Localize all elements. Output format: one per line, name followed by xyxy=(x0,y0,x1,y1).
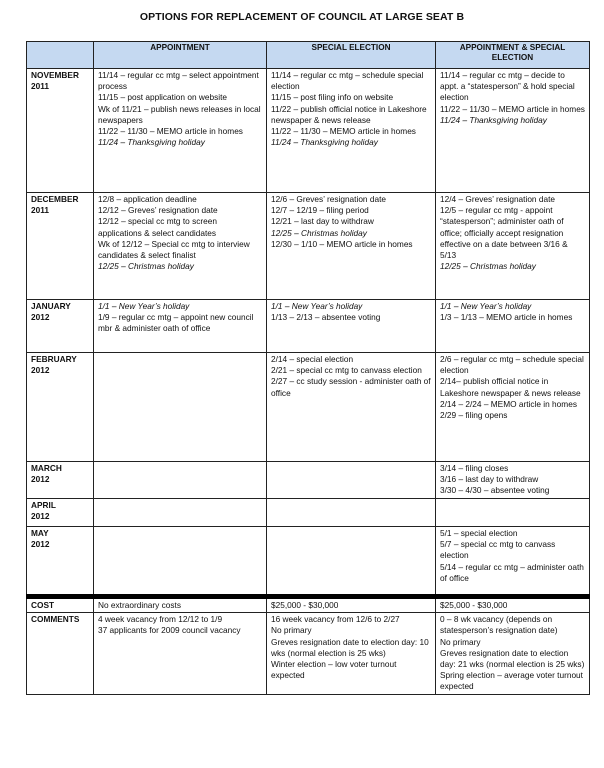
cell-entry: 11/24 – Thanksgiving holiday xyxy=(271,137,378,148)
cell-entry: 12/6 – Greves’ resignation date xyxy=(271,194,386,204)
cell-appointment xyxy=(94,527,267,597)
cell-entry: 16 week vacancy from 12/6 to 2/27 xyxy=(271,614,400,625)
table-row xyxy=(27,300,590,353)
cell-entry: 11/14 – regular cc mtg – schedule special election xyxy=(271,70,424,92)
options-table xyxy=(26,41,590,695)
cell-entry: 4 week vacancy from 12/12 to 1/9 xyxy=(98,614,223,625)
row-label xyxy=(27,499,94,527)
cell-entry: 0 – 8 wk vacancy (depends on statesperson’s resignation date) xyxy=(440,614,558,636)
cost-label: COST xyxy=(27,597,94,613)
header-corner-cell xyxy=(27,42,94,69)
cell-entry: MARCH xyxy=(31,463,62,473)
cell-appointment-and-special-election xyxy=(436,499,590,527)
cell-entry: 12/21 – last day to withdraw xyxy=(271,216,374,227)
cell-entry: 2011 xyxy=(31,205,49,216)
cell-appointment-and-special-election xyxy=(436,69,590,193)
cell-appointment xyxy=(94,353,267,462)
row-label xyxy=(27,193,94,300)
cell-entry: 11/22 – publish official notice in Lakeshore newspaper & news release xyxy=(271,103,427,125)
cell-entry: 11/22 – 11/30 – MEMO article in homes xyxy=(440,103,585,114)
cost-special-election: $25,000 - $30,000 xyxy=(267,597,436,613)
table-row xyxy=(27,69,590,193)
cell-entry: MAY xyxy=(31,528,49,538)
cell-entry: Wk of 11/21 – publish news releases in local newspapers xyxy=(98,103,261,125)
cell-entry: 12/4 – Greves’ resignation date xyxy=(440,194,555,204)
cell-entry: 11/24 – Thanksgiving holiday xyxy=(440,114,547,125)
cell-entry: 12/5 – regular cc mtg - appoint “statesperson”; administer oath of office; officially accept resignation effective on a date between 3/16 & 5/13 xyxy=(440,205,568,261)
cell-entry: 2/14 – special election xyxy=(271,354,354,364)
cell-appointment-and-special-election xyxy=(436,353,590,462)
cost-appointment: No extraordinary costs xyxy=(94,597,267,613)
cell-entry: 2012 xyxy=(31,365,50,376)
cell-entry: 12/25 – Christmas holiday xyxy=(271,227,367,238)
table-row xyxy=(27,527,590,597)
cell-entry: 2/14 – 2/24 – MEMO article in homes xyxy=(440,398,577,409)
cell-entry: 1/1 – New Year’s holiday xyxy=(98,301,190,311)
cell-entry: NOVEMBER xyxy=(31,70,79,80)
comments-appointment xyxy=(94,613,267,694)
cell-appointment-and-special-election xyxy=(436,527,590,597)
cell-appointment xyxy=(94,193,267,300)
cell-appointment xyxy=(94,69,267,193)
cell-entry: Greves resignation date to election day: 21 wks (normal election is 25 wks) xyxy=(440,647,585,670)
row-label xyxy=(27,69,94,193)
cell-appointment xyxy=(94,300,267,353)
table-row xyxy=(27,462,590,499)
cost-appointment-and-special-election: $25,000 - $30,000 xyxy=(436,597,590,613)
comments-label: COMMENTS xyxy=(27,613,94,694)
cell-entry: 2/21 – special cc mtg to canvass election xyxy=(271,365,422,376)
cell-entry: 2012 xyxy=(31,312,50,323)
row-label xyxy=(27,353,94,462)
table-row xyxy=(27,193,590,300)
cell-special-election xyxy=(267,462,436,499)
cell-entry: 1/1 – New Year’s holiday xyxy=(271,301,363,311)
cell-special-election xyxy=(267,69,436,193)
cell-entry: 37 applicants for 2009 council vacancy xyxy=(98,625,241,636)
cell-special-election xyxy=(267,499,436,527)
comments-special-election xyxy=(267,613,436,694)
cell-entry: FEBRUARY xyxy=(31,354,77,364)
cell-entry: 5/14 – regular cc mtg – administer oath of office xyxy=(440,561,584,583)
comments-appointment-and-special-election xyxy=(436,613,590,694)
cell-entry: 11/15 – post filing info on website xyxy=(271,92,394,103)
cell-appointment-and-special-election xyxy=(436,462,590,499)
row-label xyxy=(27,462,94,499)
cell-entry: 2/29 – filing opens xyxy=(440,410,508,421)
cell-appointment-and-special-election xyxy=(436,300,590,353)
cell-entry: 5/1 – special election xyxy=(440,528,518,538)
header-special-election: SPECIAL ELECTION xyxy=(267,42,436,69)
cell-entry: 12/12 – Greves’ resignation date xyxy=(98,205,218,216)
cell-entry: 11/22 – 11/30 – MEMO article in homes xyxy=(271,126,416,137)
table-row xyxy=(27,499,590,527)
cell-entry: Greves resignation date to election day: 10 wks (normal election is 25 wks) xyxy=(271,636,429,658)
cell-entry: 3/16 – last day to withdraw xyxy=(440,474,539,485)
cell-entry: 2/14– publish official notice in Lakeshore newspaper & news release xyxy=(440,376,581,398)
cell-entry: 2/6 – regular cc mtg – schedule special election xyxy=(440,354,584,376)
cost-row xyxy=(27,597,590,613)
cell-appointment-and-special-election xyxy=(436,193,590,300)
cell-entry: 3/30 – 4/30 – absentee voting xyxy=(440,485,550,496)
cell-entry: 2012 xyxy=(31,511,50,522)
cell-entry: 11/22 – 11/30 – MEMO article in homes xyxy=(98,126,243,137)
cell-entry: JANUARY xyxy=(31,301,71,311)
row-label xyxy=(27,300,94,353)
cell-entry: 12/7 – 12/19 – filing period xyxy=(271,205,369,216)
cell-entry: 3/14 – filing closes xyxy=(440,463,509,473)
cell-entry: 2011 xyxy=(31,81,49,92)
header-appointment: APPOINTMENT xyxy=(94,42,267,69)
cell-entry: 12/30 – 1/10 – MEMO article in homes xyxy=(271,238,413,249)
cell-entry: No primary xyxy=(440,636,481,647)
cell-entry: 5/7 – special cc mtg to canvass election xyxy=(440,539,556,561)
cell-entry: Spring election – average voter turnout expected xyxy=(440,670,583,692)
cell-special-election xyxy=(267,353,436,462)
cell-entry: 12/8 – application deadline xyxy=(98,194,197,204)
cell-entry: 11/24 – Thanksgiving holiday xyxy=(98,137,205,148)
cell-entry: 11/14 – regular cc mtg – decide to appt. a “statesperson” & hold special election xyxy=(440,70,575,103)
cell-special-election xyxy=(267,300,436,353)
cell-entry: 1/9 – regular cc mtg – appoint new council mbr & administer oath of office xyxy=(98,312,254,334)
cell-entry: 1/3 – 1/13 – MEMO article in homes xyxy=(440,312,573,323)
cell-appointment xyxy=(94,462,267,499)
cell-special-election xyxy=(267,527,436,597)
cell-entry: 11/15 – post application on website xyxy=(98,92,227,103)
cell-appointment xyxy=(94,499,267,527)
cell-entry: No primary xyxy=(271,625,312,636)
row-label xyxy=(27,527,94,597)
comments-row xyxy=(27,613,590,694)
table-row xyxy=(27,353,590,462)
cell-entry: DECEMBER xyxy=(31,194,79,204)
cell-entry: 2012 xyxy=(31,474,50,485)
document-title: OPTIONS FOR REPLACEMENT OF COUNCIL AT LARGE SEAT B xyxy=(139,11,465,23)
table-body xyxy=(27,69,590,695)
cell-entry: APRIL xyxy=(31,500,56,510)
cell-entry: 2/27 – cc study session - administer oath of office xyxy=(271,376,431,398)
cell-entry: Wk of 12/12 – Special cc mtg to interview candidates & select finalist xyxy=(98,238,250,261)
cell-entry: 12/12 – special cc mtg to screen applications & select candidates xyxy=(98,216,217,238)
cell-entry: 1/13 – 2/13 – absentee voting xyxy=(271,312,381,323)
cell-entry: Winter election – low voter turnout expected xyxy=(271,659,397,681)
cell-entry: 1/1 – New Year’s holiday xyxy=(440,301,532,311)
cell-entry: 11/14 – regular cc mtg – select appointment process xyxy=(98,70,259,92)
cell-special-election xyxy=(267,193,436,300)
cell-entry: 12/25 – Christmas holiday xyxy=(440,261,536,272)
cell-entry: 12/25 – Christmas holiday xyxy=(98,261,194,272)
header-appointment-and-special-election: APPOINTMENT & SPECIAL ELECTION xyxy=(436,42,590,69)
cell-entry: 2012 xyxy=(31,539,50,550)
